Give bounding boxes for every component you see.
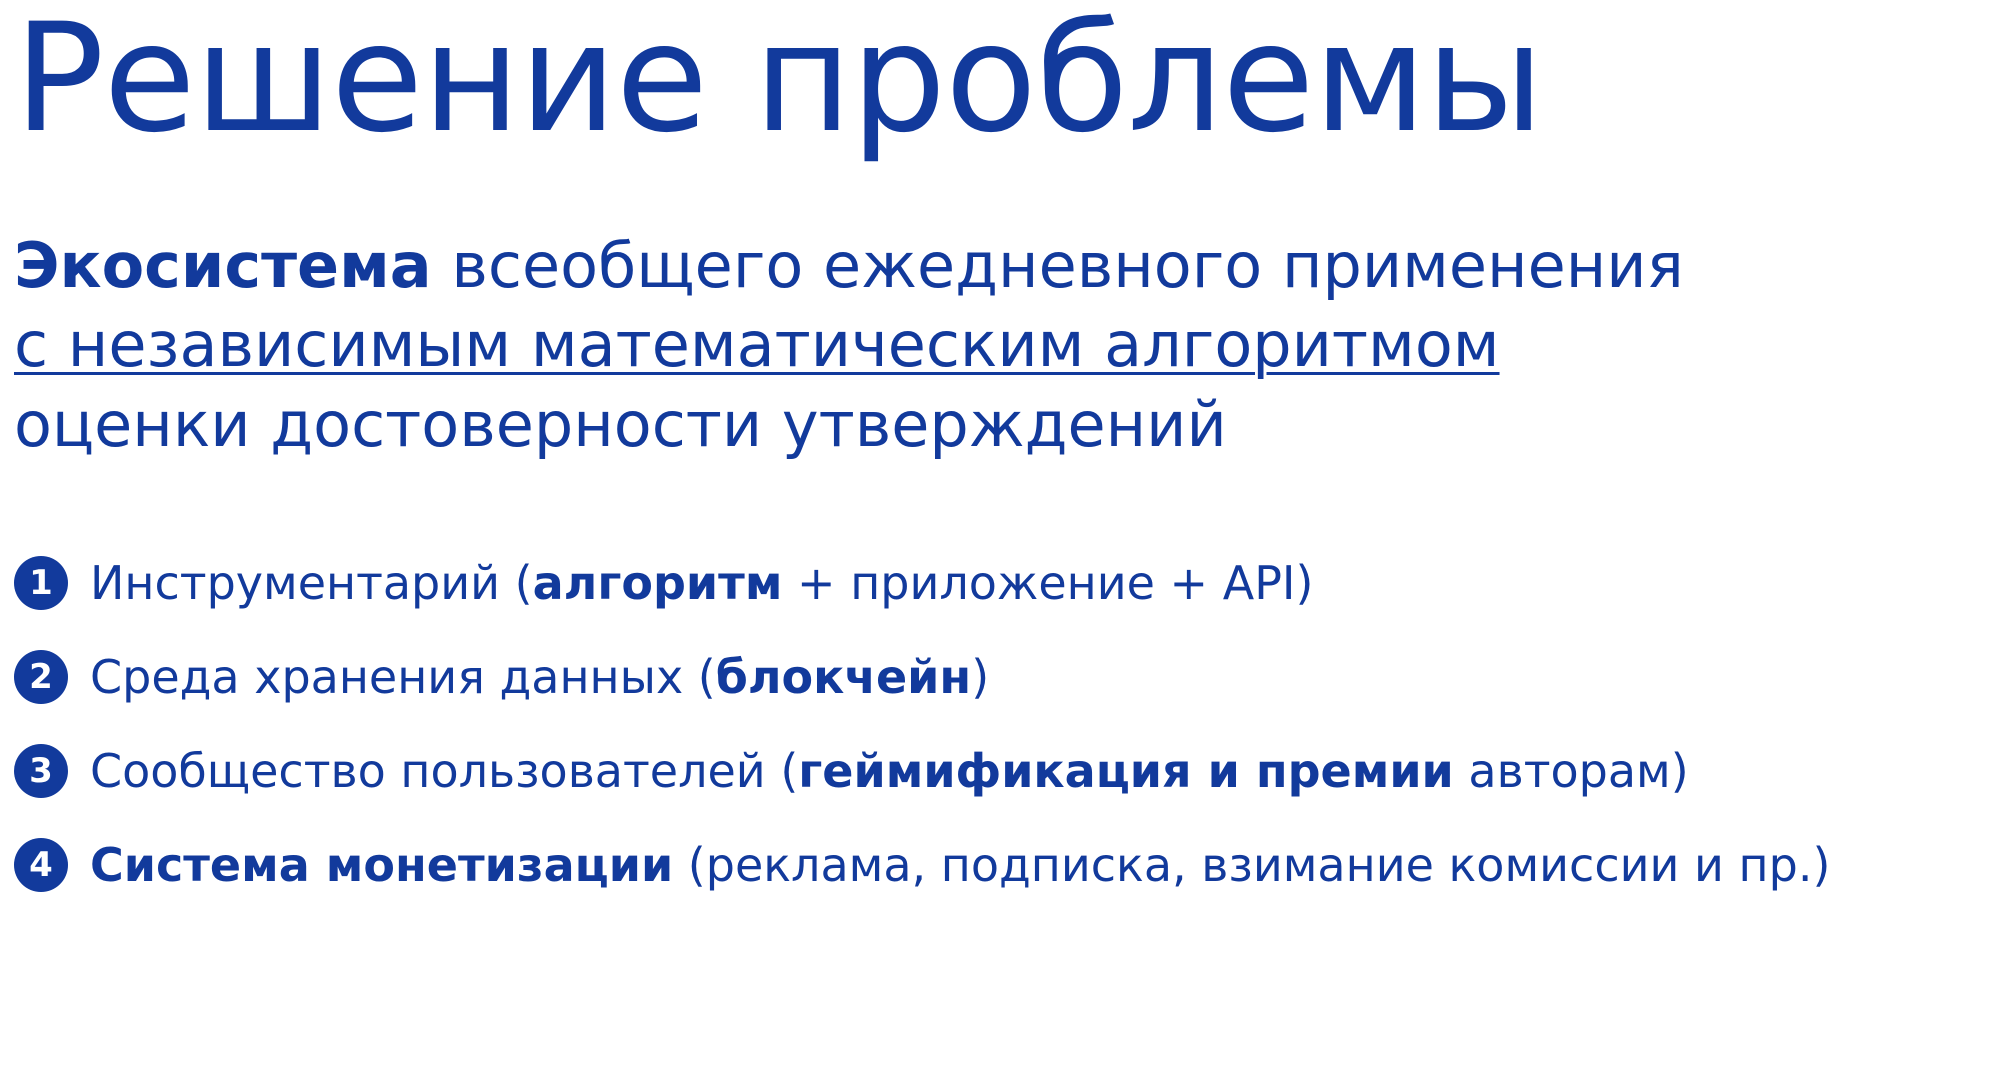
list-item-segment: + приложение + API) (782, 555, 1314, 610)
list-item-segment: (реклама, подписка, взимание комиссии и пр.) (673, 837, 1831, 892)
list-item-segment-bold: алгоритм (532, 555, 783, 610)
list-item-segment-bold: геймификация и премии (798, 743, 1454, 798)
list-item-segment: авторам) (1453, 743, 1689, 798)
list-item-segment: Среда хранения данных ( (90, 649, 716, 704)
numbered-list (14, 556, 2001, 892)
list-number-badge: 4 (14, 838, 68, 892)
lead-underlined-text: с независимым математическим алгоритмом (14, 308, 1500, 382)
lead-keyword: Экосистема (14, 229, 432, 302)
list-number-badge: 3 (14, 744, 68, 798)
lead-line-1 (14, 226, 2001, 305)
list-item (14, 556, 2001, 610)
list-item-text (90, 743, 1689, 798)
list-item-text (90, 837, 1831, 892)
list-item-segment: Инструментарий ( (90, 555, 533, 610)
lead-line-2 (14, 305, 2001, 384)
lead-paragraph (14, 226, 2001, 464)
list-number-badge: 1 (14, 556, 68, 610)
list-number-badge: 2 (14, 650, 68, 704)
list-item-segment-bold: блокчейн (715, 649, 972, 704)
lead-line-1-rest: всеобщего ежедневного применения (431, 229, 1684, 302)
list-item (14, 744, 2001, 798)
list-item (14, 650, 2001, 704)
list-item (14, 838, 2001, 892)
list-item-text (90, 649, 990, 704)
list-item-segment: Сообщество пользователей ( (90, 743, 799, 798)
list-item-text (90, 555, 1314, 610)
list-item-segment-bold: Система монетизации (90, 837, 674, 892)
lead-line-3: оценки достоверности утверждений (14, 387, 1227, 461)
page-title: Решение проблемы (14, 0, 1544, 166)
list-item-segment: ) (971, 649, 990, 704)
